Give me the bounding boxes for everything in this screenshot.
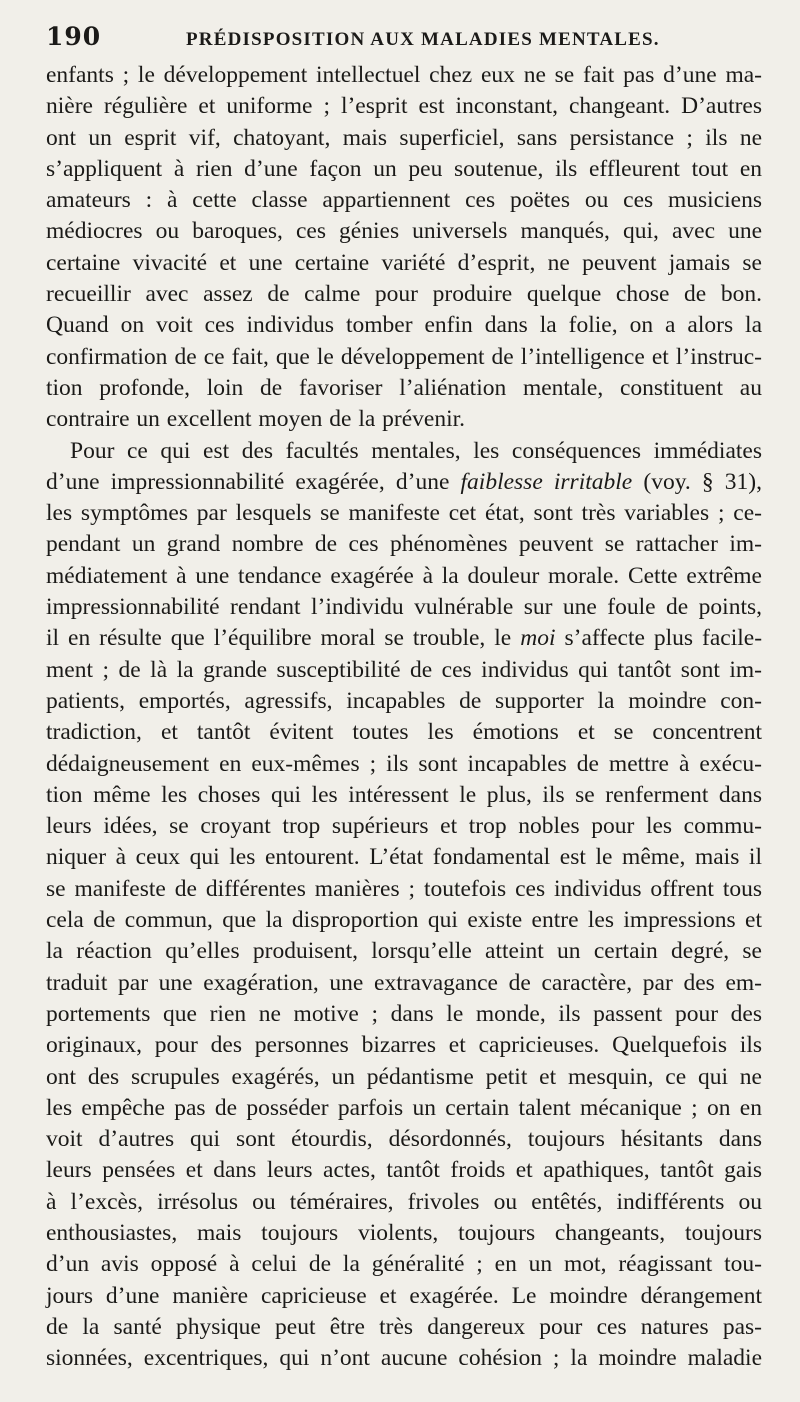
text-line: dédaigneusement en eux-mêmes ; ils sont incapables de mettre à exécu- xyxy=(46,750,762,777)
page-number: 190 xyxy=(46,22,102,51)
text-line: leurs idées, se croyant trop supérieurs et trop nobles pour les commu- xyxy=(46,813,762,840)
text-line: voit d’autres qui sont étourdis, désordonnés, toujours hésitants dans xyxy=(46,1126,762,1153)
text-line: traduit par une exagération, une extravagance de caractère, par des em- xyxy=(46,969,762,996)
text-run: (voy. § 31), xyxy=(643,468,763,495)
text-line: certaine vivacité et une certaine variété d’esprit, ne peuvent jamais se xyxy=(46,249,762,276)
running-head xyxy=(46,22,762,56)
text-line: se manifeste de différentes manières ; toutefois ces individus offrent tous xyxy=(46,875,762,902)
text-line: la réaction qu’elles produisent, lorsqu’elle atteint un certain degré, se xyxy=(46,938,762,965)
text-line: médiatement à une tendance exagérée à la douleur morale. Cette extrême xyxy=(46,562,762,589)
running-title: PRÉDISPOSITION AUX MALADIES MENTALES. xyxy=(186,29,660,50)
text-line: Quand on voit ces individus tomber enfin dans la folie, on a alors la xyxy=(46,312,762,339)
paragraph-2 xyxy=(46,436,762,1375)
text-line: sionnées, excentriques, qui n’ont aucune cohésion ; la moindre maladie xyxy=(46,1345,762,1372)
text-line: patients, emportés, agressifs, incapables de supporter la moindre con- xyxy=(46,687,762,714)
text-line: nière régulière et uniforme ; l’esprit est inconstant, changeant. D’autres xyxy=(46,93,762,120)
text-line: ont un esprit vif, chatoyant, mais superficiel, sans persistance ; ils ne xyxy=(46,124,762,151)
text-line: tradiction, et tantôt évitent toutes les émotions et se concentrent xyxy=(46,719,762,746)
text-line: tion même les choses qui les intéressent le plus, ils se renferment dans xyxy=(46,781,762,808)
text-line: ont des scrupules exagérés, un pédantisme petit et mesquin, ce qui ne xyxy=(46,1063,762,1090)
paragraph-1 xyxy=(46,60,762,436)
text-line: d’un avis opposé à celui de la généralité ; en un mot, réagissant tou- xyxy=(46,1251,762,1278)
text-line: recueillir avec assez de calme pour produire quelque chose de bon. xyxy=(46,281,762,308)
text-line: s’appliquent à rien d’une façon un peu soutenue, ils effleurent tout en xyxy=(46,155,762,182)
italic-term: moi xyxy=(520,625,556,652)
italic-term: faiblesse irritable xyxy=(460,468,633,495)
text-line: enfants ; le développement intellectuel chez eux ne se fait pas d’une ma- xyxy=(46,62,762,88)
text-line: impressionnabilité rendant l’individu vulnérable sur une foule de points, xyxy=(46,594,762,621)
text-line: portements que rien ne motive ; dans le monde, ils passent pour des xyxy=(46,1000,762,1027)
text-line: niquer à ceux qui les entourent. L’état fondamental est le même, mais il xyxy=(46,844,762,871)
body-text xyxy=(46,60,762,1374)
text-line: les symptômes par lesquels se manifeste cet état, sont très variables ; ce- xyxy=(46,500,762,527)
text-line: amateurs : à cette classe appartiennent ces poëtes ou ces musiciens xyxy=(46,187,762,214)
text-line: contraire un excellent moyen de la prévenir. xyxy=(46,406,466,433)
text-line: à l’excès, irrésolus ou téméraires, frivoles ou entêtés, indifférents ou xyxy=(46,1188,762,1215)
text-line: les empêche pas de posséder parfois un certain talent mécanique ; on en xyxy=(46,1094,762,1121)
text-run: s’affecte plus facile- xyxy=(564,625,763,652)
text-line: cela de commun, que la disproportion qui existe entre les impressions et xyxy=(46,907,762,934)
text-run: d’une impressionnabilité exagérée, d’une xyxy=(46,468,450,495)
text-line: enthousiastes, mais toujours violents, toujours changeants, toujours xyxy=(46,1219,762,1246)
text-line: jours d’une manière capricieuse et exagérée. Le moindre dérangement xyxy=(46,1282,762,1309)
text-line: médiocres ou baroques, ces génies universels manqués, qui, avec une xyxy=(46,218,762,245)
text-line-with-italic xyxy=(46,467,762,498)
text-line: originaux, pour des personnes bizarres et capricieuses. Quelquefois ils xyxy=(46,1032,762,1059)
text-line: de la santé physique peut être très dangereux pour ces natures pas- xyxy=(46,1313,762,1340)
text-line: pendant un grand nombre de ces phénomènes peuvent se rattacher im- xyxy=(46,531,762,558)
text-line-with-italic xyxy=(46,623,762,654)
text-line: confirmation de ce fait, que le développement de l’intelligence et l’instruc- xyxy=(46,343,762,370)
text-line: leurs pensées et dans leurs actes, tantôt froids et apathiques, tantôt gais xyxy=(46,1157,762,1184)
text-line: ment ; de là la grande susceptibilité de ces individus qui tantôt sont im- xyxy=(46,656,762,683)
text-line: tion profonde, loin de favoriser l’aliénation mentale, constituent au xyxy=(46,374,762,401)
text-run: il en résulte que l’équilibre moral se trouble, le xyxy=(46,625,512,652)
text-line: Pour ce qui est des facultés mentales, les conséquences immédiates xyxy=(70,437,762,464)
